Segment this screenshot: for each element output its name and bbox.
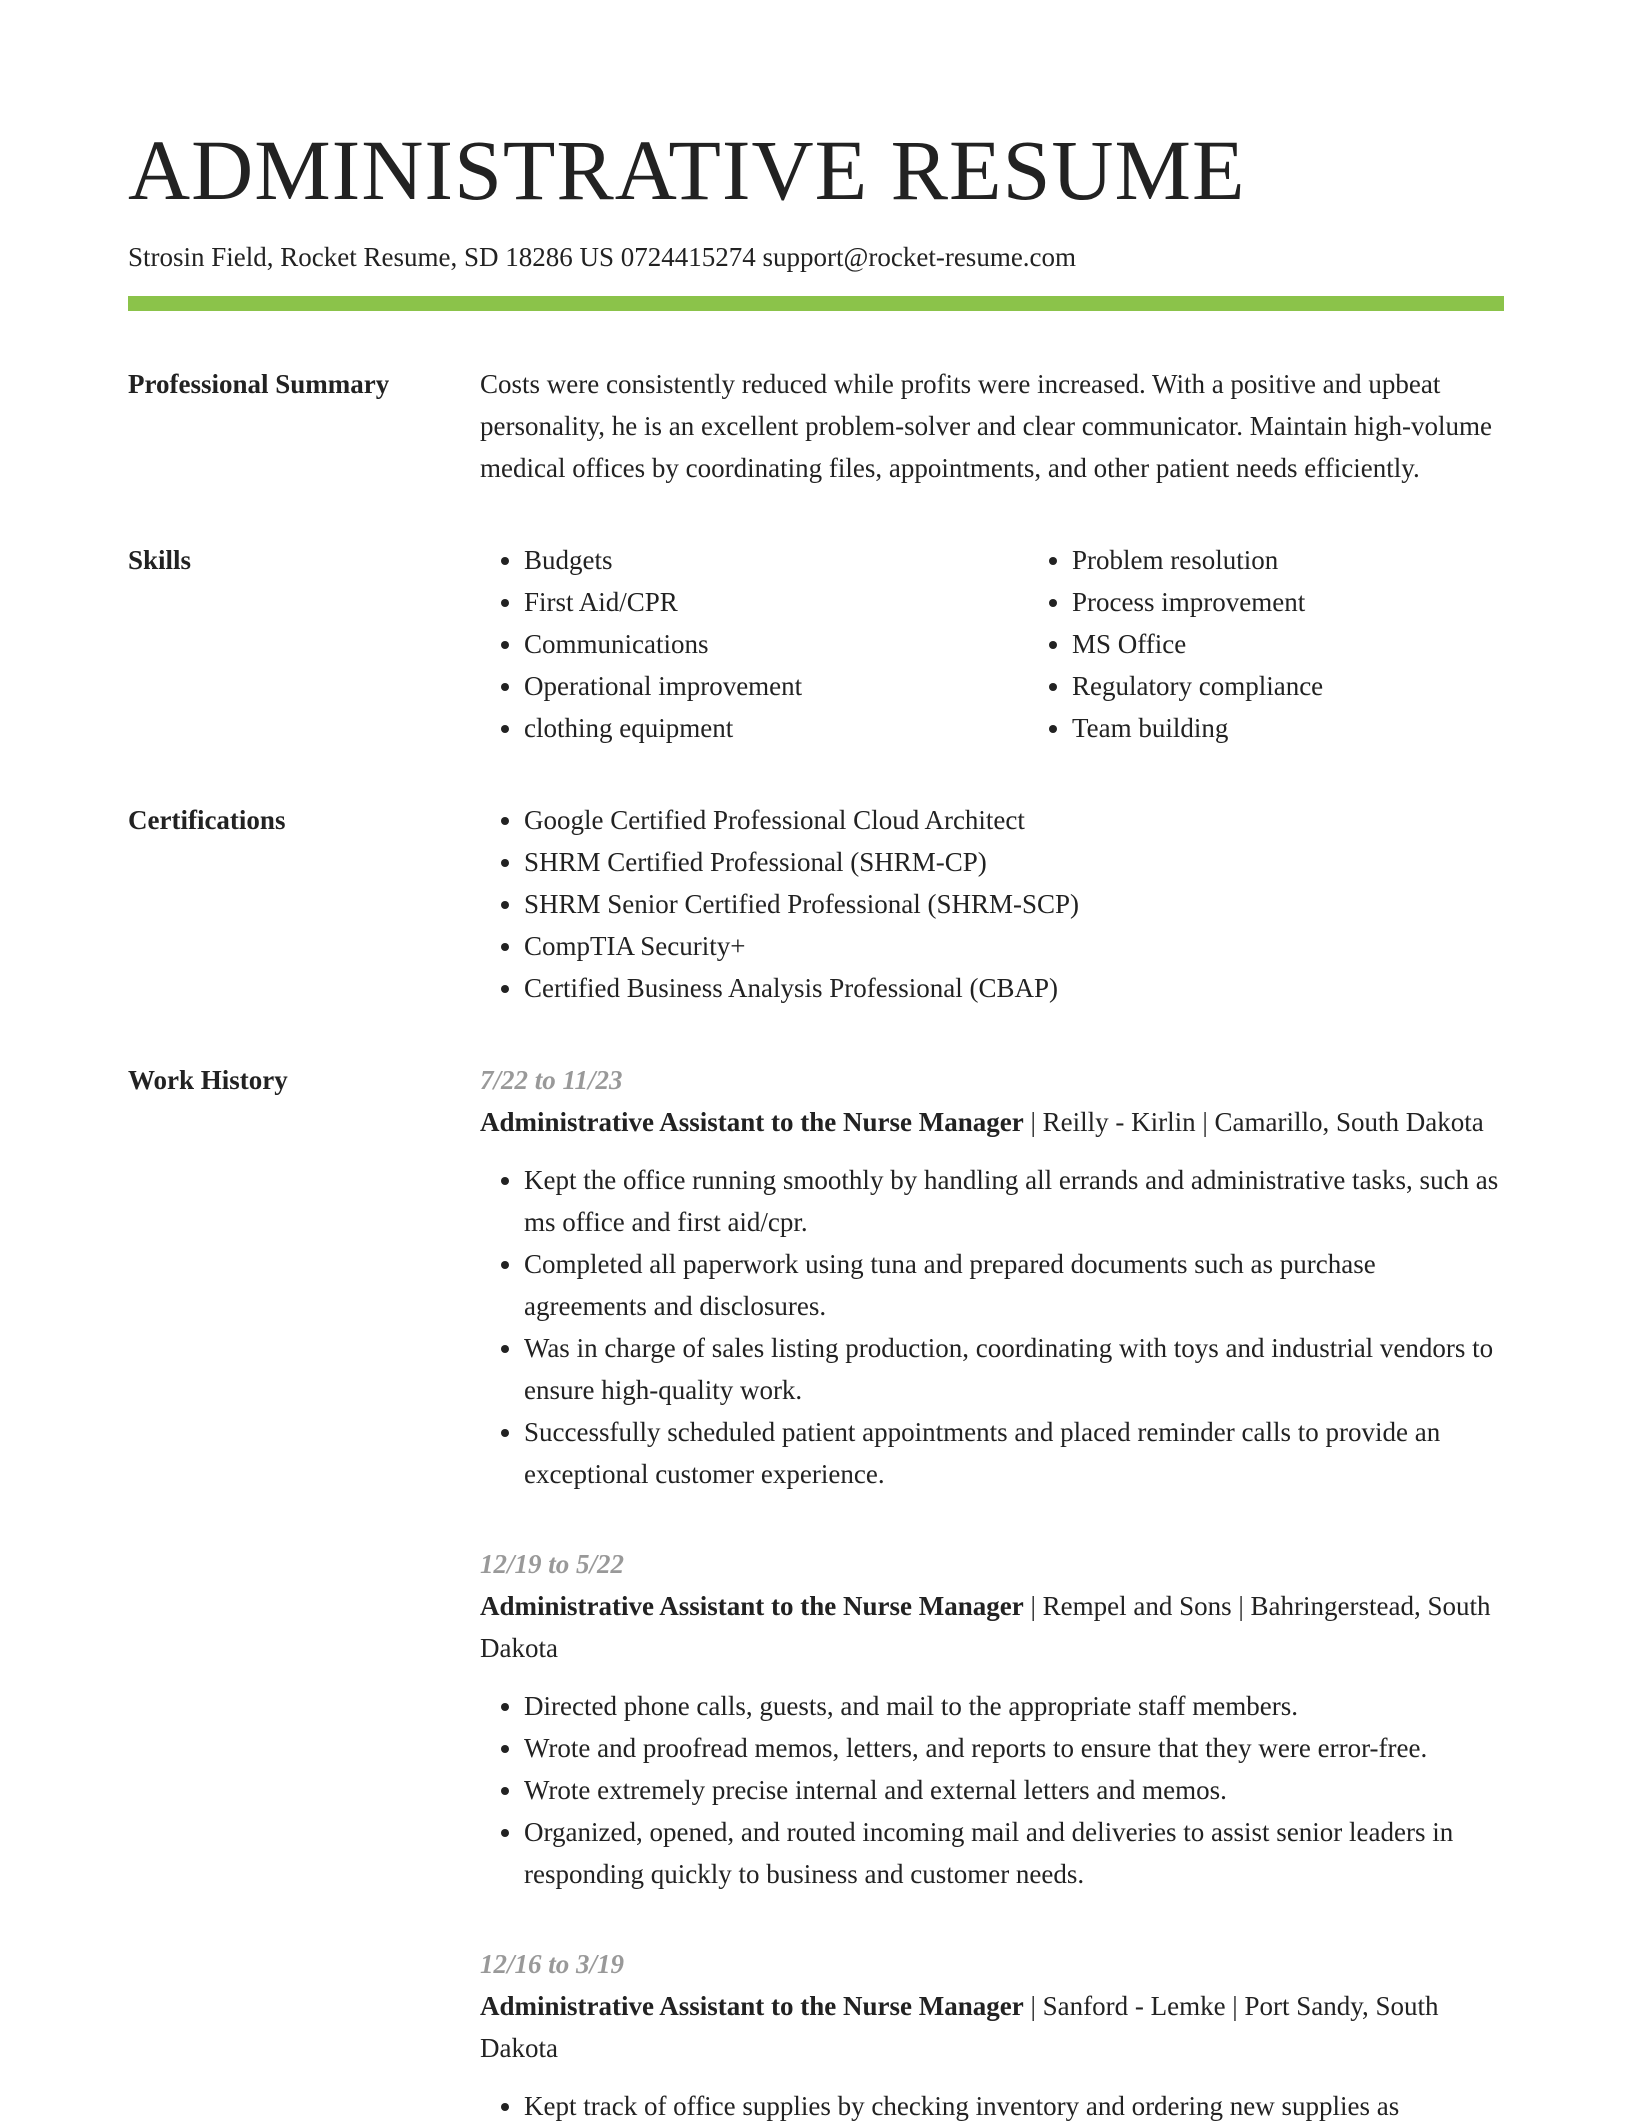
job-bullets xyxy=(480,1685,1504,1895)
skill-item: • Operational improvement xyxy=(524,665,1028,707)
skills-grid xyxy=(480,539,1576,749)
certification-item: • SHRM Senior Certified Professional (SHRM-SCP) xyxy=(524,883,1504,925)
section-label-summary: Professional Summary xyxy=(128,369,390,399)
job-title: Administrative Assistant to the Nurse Manager xyxy=(480,1591,1024,1621)
certification-item: • SHRM Certified Professional (SHRM-CP) xyxy=(524,841,1504,883)
section-label-work-history: Work History xyxy=(128,1065,288,1095)
job-dates: 12/16 to 3/19 xyxy=(480,1949,625,1979)
summary-section xyxy=(128,363,1504,489)
skill-item: • Regulatory compliance xyxy=(1072,665,1576,707)
job-heading xyxy=(480,1985,1504,2069)
job-details: | Reilly - Kirlin | Camarillo, South Dakota xyxy=(1023,1107,1484,1137)
section-label-skills: Skills xyxy=(128,545,192,575)
job-bullets xyxy=(480,2085,1504,2127)
job-heading xyxy=(480,1585,1504,1669)
contact-address: Strosin Field, Rocket Resume, SD 18286 US xyxy=(128,242,615,272)
job-dates: 12/19 to 5/22 xyxy=(480,1549,625,1579)
header-divider xyxy=(128,296,1504,311)
certification-item: • Google Certified Professional Cloud Architect xyxy=(524,799,1504,841)
certification-item: • CompTIA Security+ xyxy=(524,925,1504,967)
summary-body xyxy=(480,363,1504,489)
summary-text: Costs were consistently reduced while profits were increased. With a positive and upbeat personality, he is an excellent problem-solver and clear communicator. Maintain high-volume medical offices by coordinating files, appointments, and other patient needs efficiently. xyxy=(480,369,1492,483)
certifications-section xyxy=(128,799,1504,1009)
work-history-section xyxy=(128,1059,1504,2127)
job-entry xyxy=(480,1943,1504,2127)
skill-item: • First Aid/CPR xyxy=(524,581,1028,623)
section-label-certifications: Certifications xyxy=(128,805,286,835)
contact-line xyxy=(128,240,1504,274)
certifications-body xyxy=(480,799,1504,1009)
job-entry xyxy=(480,1059,1504,1495)
certification-item: • Certified Business Analysis Professional (CBAP) xyxy=(524,967,1504,1009)
skills-body xyxy=(480,539,1576,749)
job-bullet: • Kept the office running smoothly by handling all errands and administrative tasks, such as ms office and first aid/cpr. xyxy=(524,1159,1504,1243)
job-title: Administrative Assistant to the Nurse Manager xyxy=(480,1991,1024,2021)
skill-item: • MS Office xyxy=(1072,623,1576,665)
job-bullet: • Directed phone calls, guests, and mail to the appropriate staff members. xyxy=(524,1685,1504,1727)
skills-list-right xyxy=(1028,539,1576,749)
contact-email: support@rocket-resume.com xyxy=(762,242,1077,272)
job-title: Administrative Assistant to the Nurse Manager xyxy=(480,1107,1024,1137)
skill-item: • Communications xyxy=(524,623,1028,665)
job-bullet: • Organized, opened, and routed incoming mail and deliveries to assist senior leaders in responding quickly to business and customer needs. xyxy=(524,1811,1504,1895)
job-bullets xyxy=(480,1159,1504,1495)
job-dates: 7/22 to 11/23 xyxy=(480,1065,623,1095)
skills-list-left xyxy=(480,539,1028,749)
skill-item: • Problem resolution xyxy=(1072,539,1576,581)
skill-item: • Process improvement xyxy=(1072,581,1576,623)
job-details: | Sanford - Lemke | Port Sandy, South Dakota xyxy=(480,1991,1439,2063)
job-entry xyxy=(480,1543,1504,1895)
skill-item: • clothing equipment xyxy=(524,707,1028,749)
job-bullet: • Was in charge of sales listing production, coordinating with toys and industrial vendors to ensure high-quality work. xyxy=(524,1327,1504,1411)
job-bullet: • Kept track of office supplies by checking inventory and ordering new supplies as xyxy=(524,2085,1504,2127)
job-details: | Rempel and Sons | Bahringerstead, South Dakota xyxy=(480,1591,1491,1663)
certifications-list xyxy=(480,799,1504,1009)
contact-phone: 0724415274 xyxy=(620,242,756,272)
job-heading xyxy=(480,1101,1504,1143)
resume-title: ADMINISTRATIVE RESUME xyxy=(128,122,1246,218)
skills-section xyxy=(128,539,1504,749)
job-bullet: • Successfully scheduled patient appointments and placed reminder calls to provide an exceptional customer experience. xyxy=(524,1411,1504,1495)
skill-item: • Team building xyxy=(1072,707,1576,749)
work-history-body xyxy=(480,1059,1504,2127)
skill-item: • Budgets xyxy=(524,539,1028,581)
job-bullet: • Wrote extremely precise internal and external letters and memos. xyxy=(524,1769,1504,1811)
job-bullet: • Wrote and proofread memos, letters, and reports to ensure that they were error-free. xyxy=(524,1727,1504,1769)
job-bullet: • Completed all paperwork using tuna and prepared documents such as purchase agreements and disclosures. xyxy=(524,1243,1504,1327)
